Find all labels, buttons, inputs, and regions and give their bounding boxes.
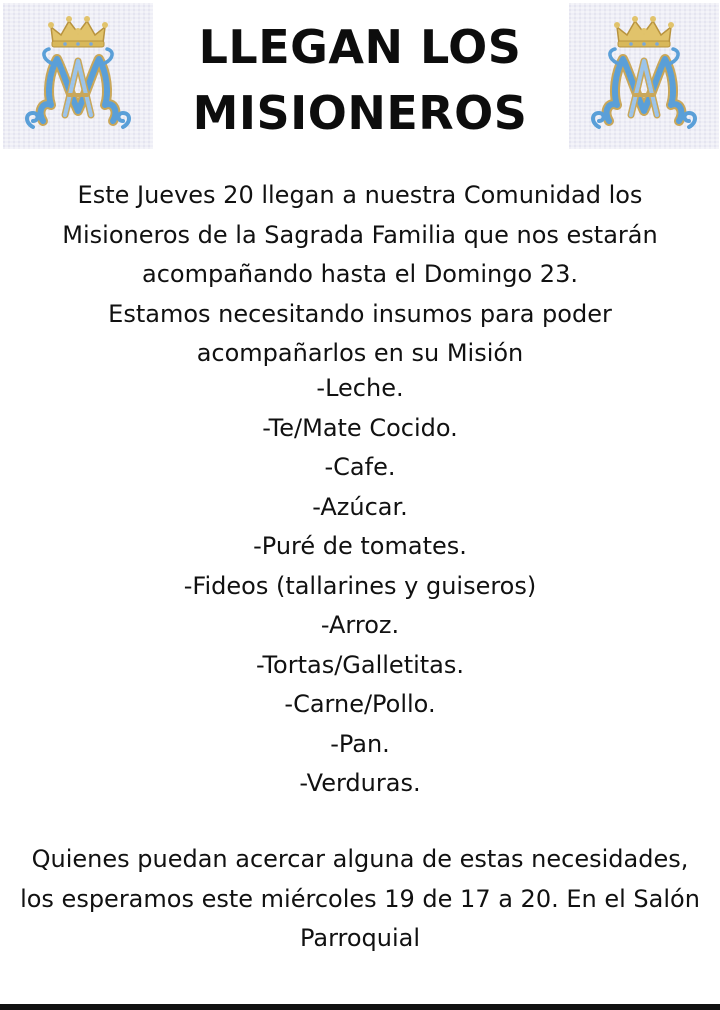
list-item: -Puré de tomates. xyxy=(253,532,467,560)
marian-monogram-left xyxy=(3,3,153,149)
list-item: -Cafe. xyxy=(324,453,396,481)
crown-icon xyxy=(48,16,108,47)
intro-line: Misioneros de la Sagrada Familia que nos estarán xyxy=(62,220,658,249)
bottom-divider xyxy=(0,1004,720,1010)
page-title xyxy=(150,14,570,146)
intro-line: Este Jueves 20 llegan a nuestra Comunidad los xyxy=(77,181,643,209)
closing-line: Parroquial xyxy=(299,924,421,952)
list-item: -Pan. xyxy=(330,729,390,758)
crown-icon xyxy=(614,16,674,47)
list-item: -Carne/Pollo. xyxy=(284,690,436,718)
list-item: -Verduras. xyxy=(299,769,421,797)
marian-monogram-right xyxy=(569,3,719,149)
supplies-list xyxy=(20,369,700,804)
intro-line: acompañando hasta el Domingo 23. xyxy=(142,260,578,288)
list-item: -Te/Mate Cocido. xyxy=(262,413,458,442)
marian-monogram-crown-icon xyxy=(569,3,719,149)
marian-monogram-crown-icon xyxy=(3,3,153,149)
title-line-2: MISIONEROS xyxy=(192,86,528,140)
list-item: -Arroz. xyxy=(320,611,400,639)
list-item: -Fideos (tallarines y guiseros) xyxy=(183,571,537,600)
closing-line: Quienes puedan acercar alguna de estas necesidades, xyxy=(31,845,689,873)
intro-line: acompañarlos en su Misión xyxy=(196,339,524,367)
closing-paragraph xyxy=(0,840,720,959)
intro-paragraph xyxy=(20,176,700,374)
title-line-1: LLEGAN LOS xyxy=(198,20,522,74)
list-item: -Leche. xyxy=(316,374,404,402)
closing-line: los esperamos este miércoles 19 de 17 a 20. En el Salón xyxy=(20,884,700,913)
list-item: -Azúcar. xyxy=(312,492,408,521)
intro-line: Estamos necesitando insumos para poder xyxy=(108,299,612,328)
list-item: -Tortas/Galletitas. xyxy=(255,650,465,679)
